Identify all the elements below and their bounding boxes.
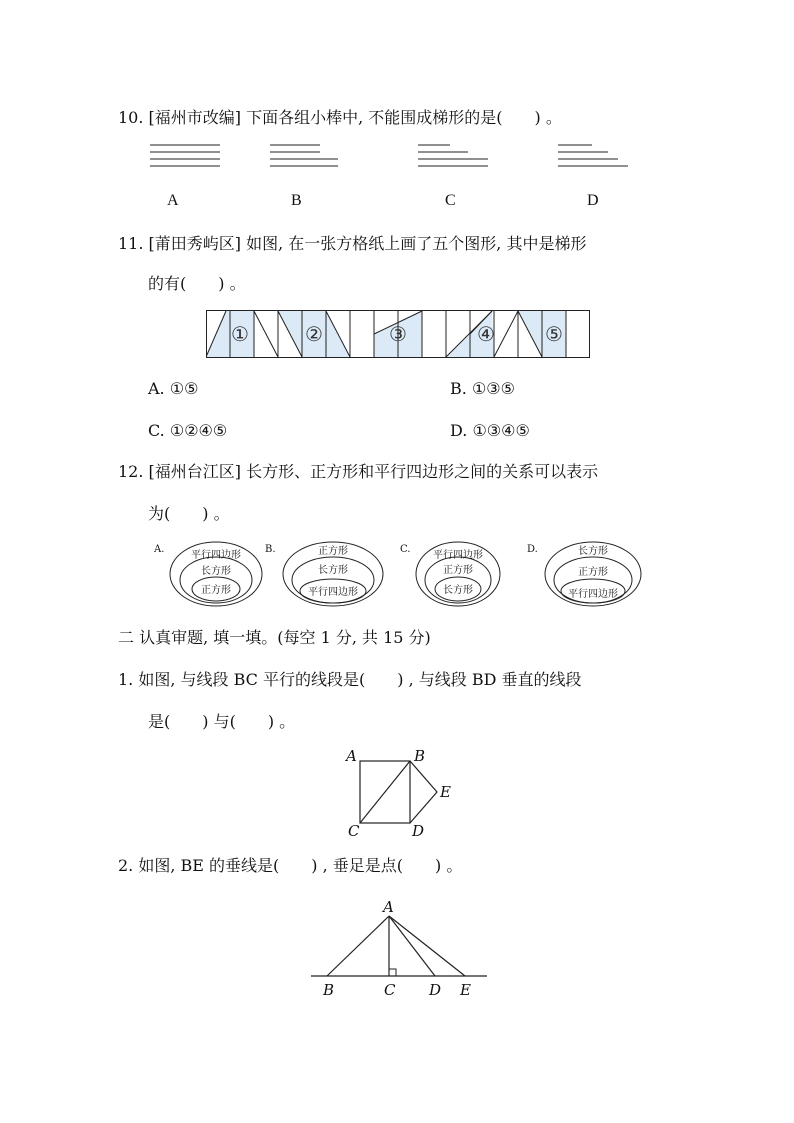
s2q2-figure [305, 896, 495, 1004]
s2q1-line2: 是( ) 与( ) 。 [148, 712, 296, 731]
venn-d-middle: 正方形 [578, 567, 608, 578]
venn-d-inner: 平行四边形 [568, 589, 618, 600]
s2q2-text: 2. 如图, BE 的垂线是( ) , 垂足是点( ) 。 [118, 856, 463, 875]
q12-line2: 为( ) 。 [148, 504, 230, 523]
venn-c-outer: 平行四边形 [433, 550, 483, 561]
point-c: C [384, 981, 396, 999]
venn-c-inner: 长方形 [443, 585, 473, 596]
venn-d-outer: 长方形 [578, 546, 608, 557]
q10-option-a: A [167, 192, 179, 209]
q10-option-d: D [587, 192, 599, 209]
q12-option-c-letter: C. [400, 544, 411, 555]
venn-b-inner: 平行四边形 [308, 587, 358, 598]
venn-a-inner: 正方形 [201, 585, 231, 596]
q11-option-b: B. ①③⑤ [450, 379, 515, 398]
point-b: B [323, 981, 335, 999]
venn-c-middle: 正方形 [443, 565, 473, 576]
venn-a-outer: 平行四边形 [191, 550, 241, 561]
q12-option-a-letter: A. [154, 544, 165, 555]
q10-sticks-figure [140, 138, 640, 178]
point-e: E [460, 981, 471, 999]
shape-label-5: ⑤ [545, 322, 563, 346]
q11-option-a: A. ①⑤ [148, 379, 199, 398]
section2-title: 二 认真审题, 填一填。(每空 1 分, 共 15 分) [118, 628, 431, 647]
shape-label-3: ③ [389, 322, 407, 346]
q10-option-c: C [445, 192, 456, 209]
s2q1-figure [340, 745, 460, 841]
point-d: D [412, 822, 425, 840]
q11-line2: 的有( ) 。 [148, 274, 246, 293]
venn-b-middle: 长方形 [318, 565, 348, 576]
point-a: A [383, 898, 394, 916]
q12-venn-figures [150, 538, 650, 610]
point-d: D [429, 981, 442, 999]
point-b: B [414, 747, 426, 765]
shape-label-4: ④ [477, 322, 495, 346]
q11-option-c: C. ①②④⑤ [148, 421, 228, 440]
point-a: A [346, 747, 357, 765]
shape-label-2: ② [305, 322, 323, 346]
shape-label-1: ① [231, 322, 249, 346]
q12-option-d-letter: D. [527, 544, 538, 555]
q11-option-d: D. ①③④⑤ [450, 421, 530, 440]
q11-grid-figure [206, 310, 590, 358]
venn-a-middle: 长方形 [201, 566, 231, 577]
q10-text: 10. [福州市改编] 下面各组小棒中, 不能围成梯形的是( ) 。 [118, 108, 562, 127]
venn-b-outer: 正方形 [318, 546, 348, 557]
s2q1-line1: 1. 如图, 与线段 BC 平行的线段是( ) , 与线段 BD 垂直的线段 [118, 670, 582, 689]
q10-option-b: B [291, 192, 302, 209]
q12-line1: 12. [福州台江区] 长方形、正方形和平行四边形之间的关系可以表示 [118, 462, 599, 481]
q12-option-b-letter: B. [265, 544, 276, 555]
point-c: C [348, 822, 360, 840]
q11-line1: 11. [莆田秀屿区] 如图, 在一张方格纸上画了五个图形, 其中是梯形 [118, 234, 587, 253]
point-e: E [440, 783, 451, 801]
